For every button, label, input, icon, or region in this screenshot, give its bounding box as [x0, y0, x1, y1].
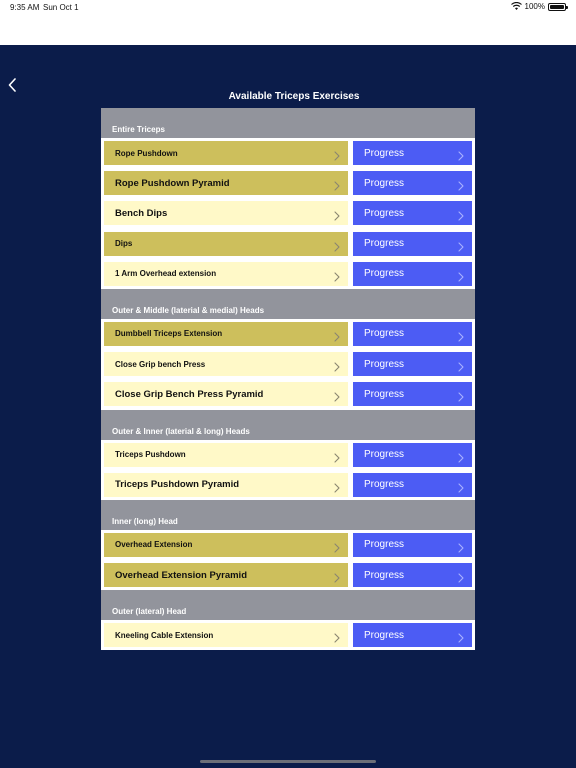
exercise-row — [101, 560, 475, 590]
exercise-row — [101, 198, 475, 228]
chevron-right-icon — [458, 540, 464, 550]
exercise-name: Close Grip bench Press — [115, 359, 206, 369]
exercise-button[interactable] — [104, 563, 348, 587]
status-bar — [0, 0, 576, 45]
progress-label: Progress — [364, 207, 405, 219]
progress-button[interactable] — [353, 322, 472, 346]
exercise-button[interactable] — [104, 262, 348, 286]
chevron-right-icon — [458, 329, 464, 339]
battery-percent: 100% — [524, 2, 545, 11]
chevron-left-icon — [8, 78, 16, 92]
progress-button[interactable] — [353, 141, 472, 165]
progress-label: Progress — [364, 388, 405, 400]
section-header-label: Outer & Middle (laterial & medial) Heads — [112, 305, 265, 315]
chevron-right-icon — [334, 630, 340, 640]
chevron-right-icon — [458, 389, 464, 399]
progress-label: Progress — [364, 238, 405, 250]
exercise-list — [101, 108, 475, 650]
exercise-name: Triceps Pushdown — [115, 450, 186, 459]
exercise-name: Close Grip Bench Press Pyramid — [115, 388, 264, 400]
progress-button[interactable] — [353, 623, 472, 647]
progress-button[interactable] — [353, 171, 472, 195]
chevron-right-icon — [334, 269, 340, 279]
exercise-button[interactable] — [104, 473, 348, 497]
exercise-row — [101, 138, 475, 168]
chevron-right-icon — [334, 178, 340, 188]
exercise-name: Bench Dips — [115, 207, 168, 219]
chevron-right-icon — [334, 540, 340, 550]
exercise-row — [101, 259, 475, 289]
exercise-name: Overhead Extension Pyramid — [115, 569, 247, 581]
progress-button[interactable] — [353, 201, 472, 225]
progress-label: Progress — [364, 539, 405, 551]
progress-label: Progress — [364, 328, 405, 340]
exercise-button[interactable] — [104, 382, 348, 406]
progress-button[interactable] — [353, 352, 472, 376]
exercise-name: Kneeling Cable Extension — [115, 630, 214, 640]
chevron-right-icon — [334, 389, 340, 399]
exercise-button[interactable] — [104, 623, 348, 647]
exercise-name: Rope Pushdown — [115, 148, 178, 158]
status-date: Sun Oct 1 — [43, 3, 79, 12]
chevron-right-icon — [334, 208, 340, 218]
exercise-button[interactable] — [104, 352, 348, 376]
exercise-name: Overhead Extension — [115, 540, 193, 550]
progress-label: Progress — [364, 268, 405, 280]
chevron-right-icon — [458, 570, 464, 580]
chevron-right-icon — [458, 208, 464, 218]
chevron-right-icon — [458, 148, 464, 158]
exercise-row — [101, 319, 475, 349]
exercise-name: Dumbbell Triceps Extension — [115, 329, 223, 339]
progress-label: Progress — [364, 358, 405, 370]
progress-label: Progress — [364, 479, 405, 491]
section-header — [101, 108, 475, 138]
chevron-right-icon — [334, 450, 340, 460]
exercise-row — [101, 470, 475, 500]
progress-label: Progress — [364, 629, 405, 641]
section-header-label: Inner (long) Head — [112, 516, 178, 526]
progress-label: Progress — [364, 147, 405, 159]
exercise-button[interactable] — [104, 171, 348, 195]
exercise-name: Triceps Pushdown Pyramid — [115, 479, 240, 491]
section-header-label: Outer & Inner (laterial & long) Heads — [112, 426, 250, 436]
exercise-name: 1 Arm Overhead extension — [115, 269, 217, 279]
progress-label: Progress — [364, 177, 405, 189]
exercise-row — [101, 349, 475, 379]
progress-button[interactable] — [353, 232, 472, 256]
section-header — [101, 590, 475, 620]
home-indicator — [200, 760, 376, 763]
exercise-button[interactable] — [104, 141, 348, 165]
progress-button[interactable] — [353, 533, 472, 557]
exercise-button[interactable] — [104, 322, 348, 346]
exercise-button[interactable] — [104, 443, 348, 467]
wifi-icon — [511, 2, 522, 11]
progress-label: Progress — [364, 449, 405, 460]
chevron-right-icon — [458, 480, 464, 490]
chevron-right-icon — [334, 359, 340, 369]
section-header — [101, 410, 475, 440]
exercise-row — [101, 620, 475, 650]
exercise-row — [101, 440, 475, 470]
page-title: Available Triceps Exercises — [228, 91, 360, 102]
chevron-right-icon — [458, 630, 464, 640]
chevron-right-icon — [458, 239, 464, 249]
progress-button[interactable] — [353, 382, 472, 406]
chevron-right-icon — [334, 329, 340, 339]
progress-label: Progress — [364, 569, 405, 581]
section-header — [101, 289, 475, 319]
chevron-right-icon — [458, 359, 464, 369]
chevron-right-icon — [334, 239, 340, 249]
progress-button[interactable] — [353, 563, 472, 587]
progress-button[interactable] — [353, 262, 472, 286]
chevron-right-icon — [334, 480, 340, 490]
battery-icon — [548, 3, 566, 11]
chevron-right-icon — [334, 570, 340, 580]
exercise-button[interactable] — [104, 533, 348, 557]
exercise-row — [101, 229, 475, 259]
exercise-row — [101, 168, 475, 198]
status-indicators — [511, 2, 566, 11]
chevron-right-icon — [458, 178, 464, 188]
exercise-row — [101, 379, 475, 409]
status-time: 9:35 AM — [10, 3, 40, 12]
section-header-label: Outer (lateral) Head — [112, 607, 187, 617]
progress-button[interactable] — [353, 473, 472, 497]
progress-button[interactable] — [353, 443, 472, 467]
exercise-button[interactable] — [104, 201, 348, 225]
chevron-right-icon — [458, 269, 464, 279]
chevron-right-icon — [334, 148, 340, 158]
section-header-label: Entire Triceps — [112, 125, 165, 134]
exercise-row — [101, 530, 475, 560]
exercise-name: Rope Pushdown Pyramid — [115, 177, 230, 189]
chevron-right-icon — [458, 450, 464, 460]
section-header — [101, 500, 475, 530]
exercise-button[interactable] — [104, 232, 348, 256]
exercise-name: Dips — [115, 239, 133, 249]
